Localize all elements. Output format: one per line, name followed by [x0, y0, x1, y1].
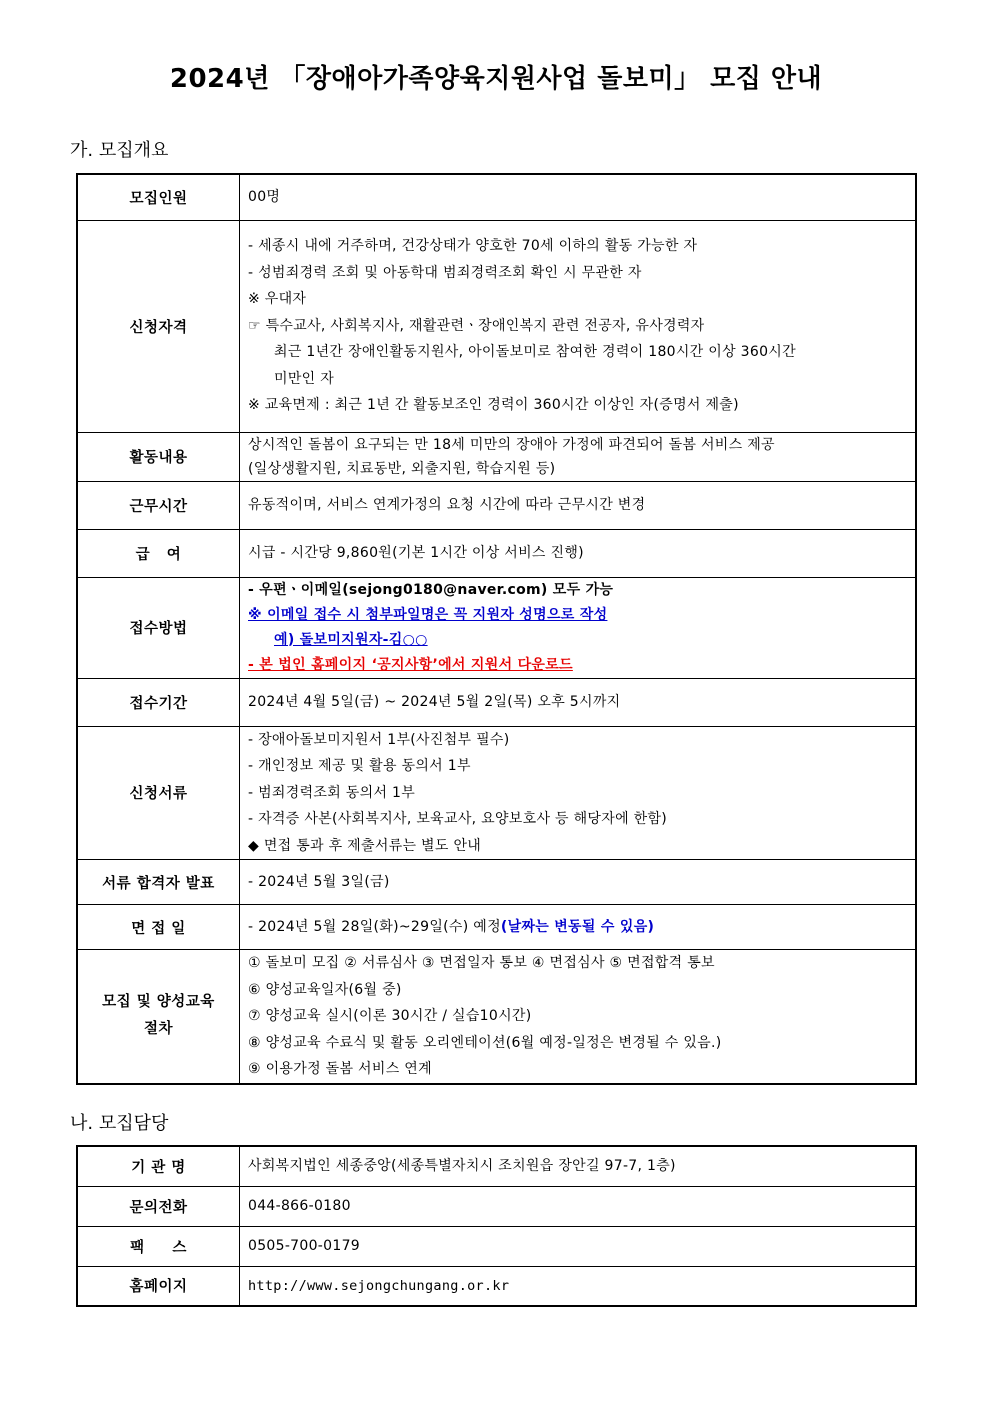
- table-row: [77, 174, 916, 220]
- row-label: [77, 950, 240, 1084]
- section-heading-contact: 나. 모집담당: [70, 1113, 169, 1134]
- procedure-value: [240, 950, 917, 1084]
- table-row: [77, 726, 916, 860]
- row-label: 기 관 명: [77, 1146, 240, 1186]
- activity-line: 상시적인 돌봄이 요구되는 만 18세 미만의 장애아 가정에 파견되어 돌봄 서비스 제공: [248, 436, 775, 453]
- method-line: - 우편ㆍ이메일(sejong0180@naver.com) 모두 가능: [248, 581, 614, 598]
- interview-value: [240, 905, 917, 950]
- doc-result-value: - 2024년 5월 3일(금): [240, 860, 917, 905]
- section-heading-overview: 가. 모집개요: [70, 140, 169, 161]
- row-label: 신청자격: [77, 220, 240, 432]
- period-value: 2024년 4월 5일(금) ~ 2024년 5월 2일(목) 오후 5시까지: [240, 678, 917, 726]
- qualification-line: ※ 우대자: [248, 291, 307, 308]
- recruit-count-value: 00명: [240, 174, 917, 220]
- org-value: 사회복지법인 세종중앙(세종특별자치시 조치원읍 장안길 97-7, 1층): [240, 1146, 917, 1186]
- row-label: 팩 스: [77, 1226, 240, 1266]
- table-row: [77, 678, 916, 726]
- row-label: 면 접 일: [77, 905, 240, 950]
- document-line: - 자격증 사본(사회복지사, 보육교사, 요양보호사 등 해당자에 한함): [248, 811, 668, 827]
- work-hours-value: 유동적이며, 서비스 연계가정의 요청 시간에 따라 근무시간 변경: [240, 481, 917, 529]
- qualification-line: - 성범죄경력 조회 및 아동학대 범죄경력조회 확인 시 무관한 자: [248, 264, 642, 281]
- download-notice: - 본 법인 홈페이지 ‘공지사항’에서 지원서 다운로드: [248, 656, 573, 673]
- qualification-line: 미만인 자: [274, 370, 335, 387]
- document-line: ◆ 면접 통과 후 제출서류는 별도 안내: [248, 837, 482, 854]
- pay-value: 시급 - 시간당 9,860원(기본 1시간 이상 서비스 진행): [240, 529, 917, 577]
- document-line: - 장애아돌보미지원서 1부(사진첨부 필수): [248, 731, 510, 748]
- row-label: 홈페이지: [77, 1266, 240, 1306]
- table-row: [77, 1226, 916, 1266]
- fax-value: 0505-700-0179: [240, 1226, 917, 1266]
- phone-value: 044-866-0180: [240, 1186, 917, 1226]
- activity-value: [240, 432, 917, 481]
- email-filename-note: ※ 이메일 접수 시 첨부파일명은 꼭 지원자 성명으로 작성: [248, 606, 608, 623]
- table-row: [77, 432, 916, 481]
- row-label: 급 여: [77, 529, 240, 577]
- qualification-line: ※ 교육면제 : 최근 1년 간 활동보조인 경력이 360시간 이상인 자(증명서 제출): [248, 397, 739, 414]
- table-row: [77, 950, 916, 1084]
- qualification-line: - 세종시 내에 거주하며, 건강상태가 양호한 70세 이하의 활동 가능한 자: [248, 238, 698, 255]
- row-label: 신청서류: [77, 726, 240, 860]
- documents-value: [240, 726, 917, 860]
- table-row: [77, 529, 916, 577]
- qualification-line: 최근 1년간 장애인활동지원사, 아이돌보미로 참여한 경력이 180시간 이상 360시간: [274, 344, 796, 361]
- contact-table: [76, 1145, 917, 1307]
- overview-table: [76, 173, 917, 1085]
- procedure-line: ⑧ 양성교육 수료식 및 활동 오리엔테이션(6월 예정-일정은 변경될 수 있음.): [248, 1034, 722, 1051]
- table-row: [77, 1266, 916, 1306]
- table-row: [77, 220, 916, 432]
- table-row: [77, 481, 916, 529]
- qualification-value: [240, 220, 917, 432]
- procedure-label-line: 절차: [143, 1021, 173, 1038]
- procedure-line: ① 돌보미 모집 ② 서류심사 ③ 면접일자 통보 ④ 면접심사 ⑤ 면접합격 통보: [248, 955, 715, 971]
- procedure-line: ⑥ 양성교육일자(6월 중): [248, 981, 402, 998]
- activity-line: (일상생활지원, 치료동반, 외출지원, 학습지원 등): [248, 460, 556, 477]
- row-label: 접수기간: [77, 678, 240, 726]
- row-label: 서류 합격자 발표: [77, 860, 240, 905]
- interview-date: - 2024년 5월 28일(화)~29일(수) 예정: [248, 918, 501, 935]
- procedure-line: ⑦ 양성교육 실시(이론 30시간 / 실습10시간): [248, 1008, 532, 1024]
- table-row: [77, 1146, 916, 1186]
- qualification-line: ☞ 특수교사, 사회복지사, 재활관련ㆍ장애인복지 관련 전공자, 유사경력자: [248, 317, 705, 334]
- row-label: 모집인원: [77, 174, 240, 220]
- document-line: - 개인정보 제공 및 활용 동의서 1부: [248, 758, 471, 774]
- document-title: 2024년 「장애아가족양육지원사업 돌보미」 모집 안내: [169, 64, 823, 94]
- table-row: [77, 1186, 916, 1226]
- row-label: 문의전화: [77, 1186, 240, 1226]
- table-row: [77, 860, 916, 905]
- homepage-link[interactable]: http://www.sejongchungang.or.kr: [240, 1266, 917, 1306]
- document-line: - 범죄경력조회 동의서 1부: [248, 784, 416, 801]
- row-label: 활동내용: [77, 432, 240, 481]
- row-label: 접수방법: [77, 577, 240, 678]
- procedure-line: ⑨ 이용가정 돌봄 서비스 연계: [248, 1061, 432, 1077]
- procedure-label-line: 모집 및 양성교육: [102, 994, 215, 1011]
- method-value: [240, 577, 917, 678]
- table-row: [77, 577, 916, 678]
- filename-example: 예) 돌보미지원자-김○○: [274, 631, 428, 648]
- interview-note: (날짜는 변동될 수 있음): [500, 918, 655, 935]
- table-row: [77, 905, 916, 950]
- row-label: 근무시간: [77, 481, 240, 529]
